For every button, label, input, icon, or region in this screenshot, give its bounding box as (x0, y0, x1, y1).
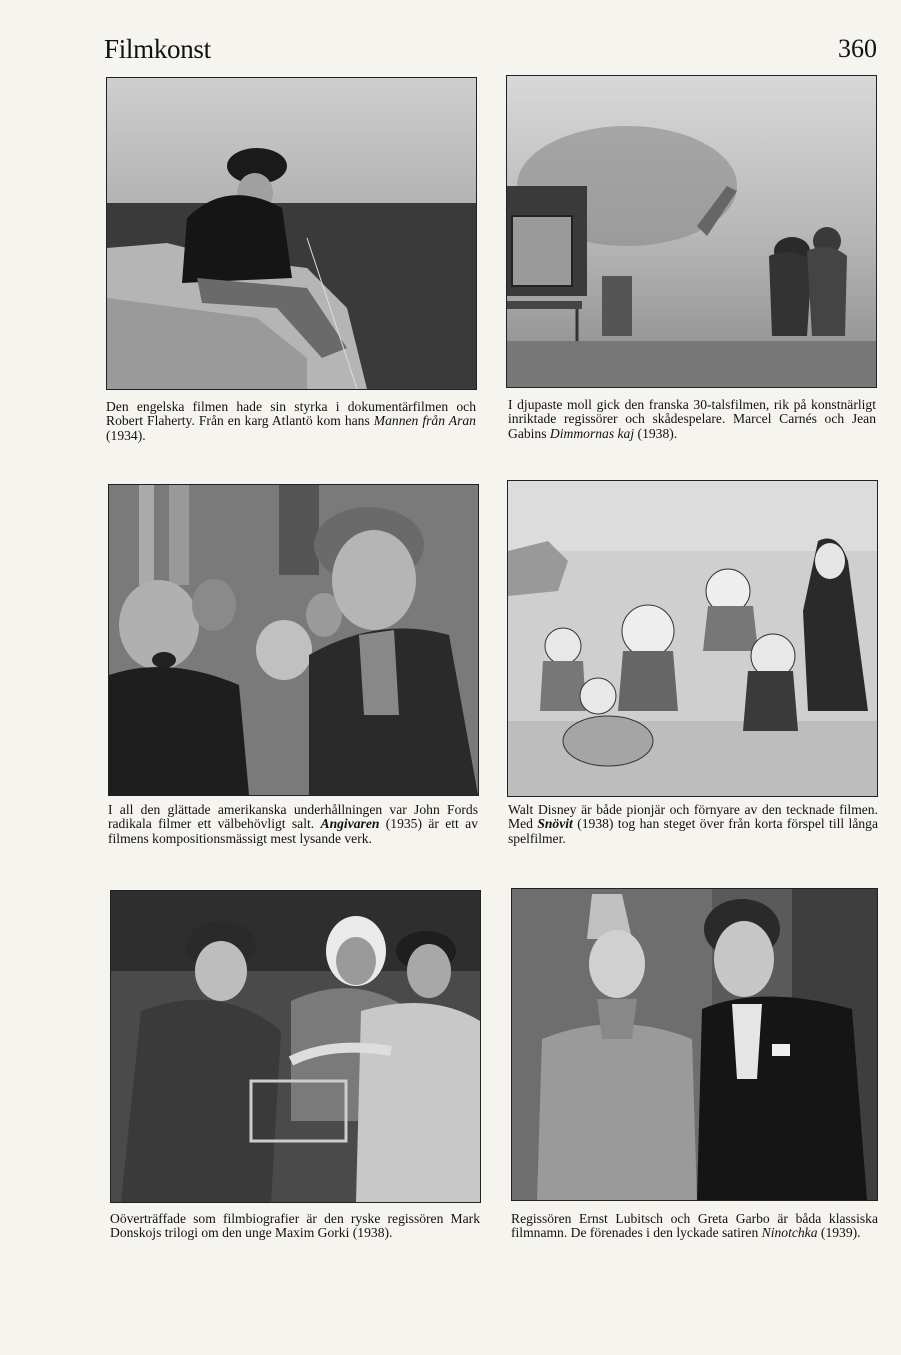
caption-gorki-trilogy: Oöverträffade som filmbiografier är den ryske regissören Mark Donskojs trilogi om den unge Maxim Gorki (1938). (110, 1211, 480, 1241)
page-number: 360 (838, 34, 877, 63)
photo-man-of-aran (106, 77, 477, 390)
photo-the-informer (108, 484, 479, 796)
photo-snow-white (507, 480, 878, 797)
page-title: Filmkonst (104, 34, 211, 64)
caption-man-of-aran: Den engelska filmen hade sin styrka i dokumentärfilmen och Robert Flaherty. Från en karg Atlantö kom hans Mannen från Aran (1934). (106, 399, 476, 443)
caption-port-of-shadows: I djupaste moll gick den franska 30-talsfilmen, rik på konstnärligt inriktade regissörer och skådespelare. Marcel Carnés och Jean Gabins Dimmornas kaj (1938). (508, 397, 876, 441)
caption-ninotchka: Regissören Ernst Lubitsch och Greta Garbo är båda klassiska filmnamn. De förenades i den lyckade satiren Ninotchka (1939). (511, 1211, 878, 1241)
caption-snow-white: Walt Disney är både pionjär och förnyare av den tecknade filmen. Med Snövit (1938) tog han steget över från korta förspel till långa spelfilmer. (508, 802, 878, 846)
photo-ninotchka (511, 888, 878, 1201)
photo-port-of-shadows (506, 75, 877, 388)
photo-gorki-trilogy (110, 890, 481, 1203)
caption-the-informer: I all den glättade amerikanska underhållningen var John Fords radikala filmer ett välbehövligt salt. Angivaren (1935) är ett av filmens kompositionsmässigt mest lysande verk. (108, 802, 478, 846)
